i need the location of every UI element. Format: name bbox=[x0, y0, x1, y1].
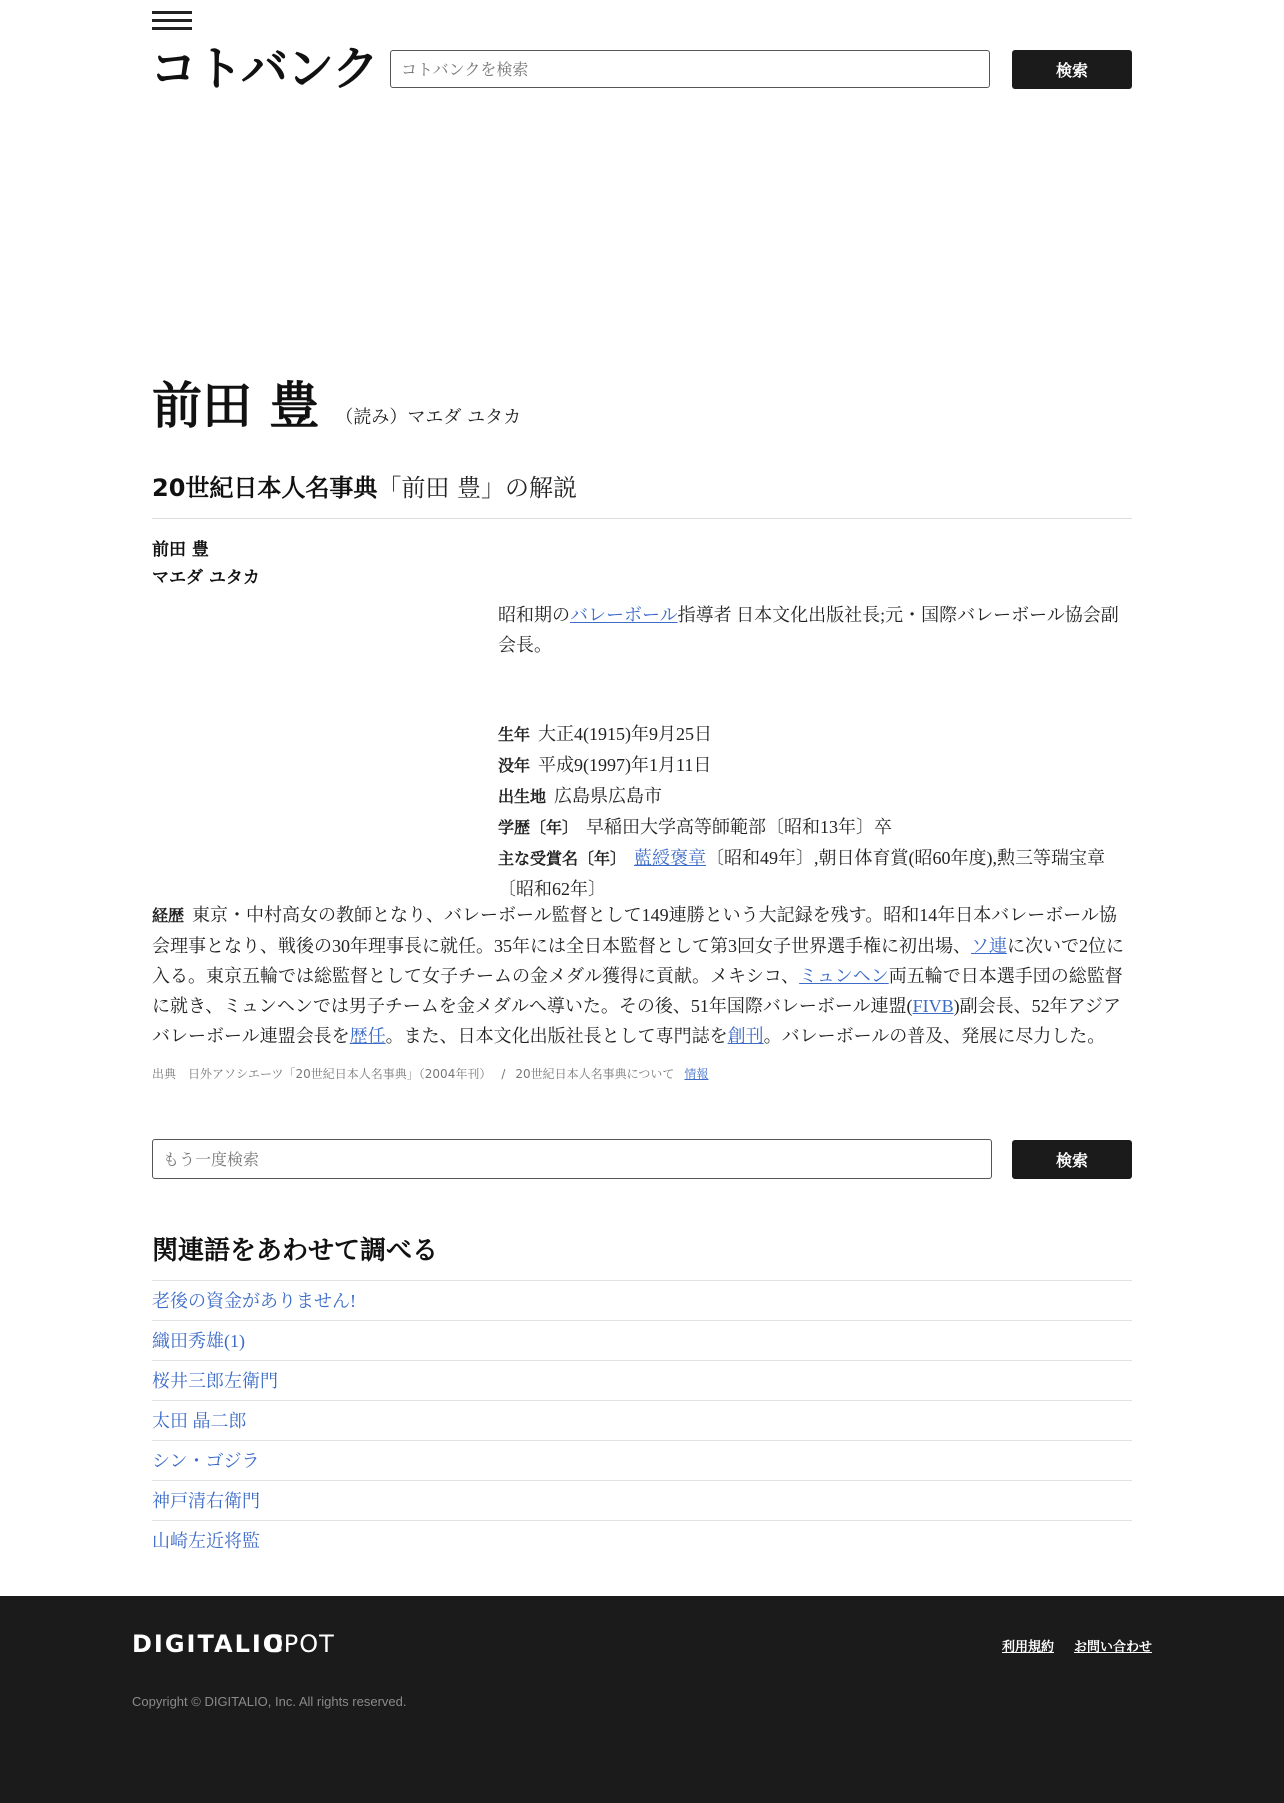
site-logo[interactable]: コトバンク bbox=[150, 42, 379, 97]
person-name: 前田 豊 bbox=[152, 540, 209, 560]
link-soukan[interactable]: 創刊 bbox=[727, 1026, 764, 1046]
dictionary-heading bbox=[152, 468, 1132, 519]
career-text: 。バレーボールの普及、発展に尽力した。 bbox=[763, 1026, 1106, 1046]
related-link[interactable]: 織田秀雄(1) bbox=[152, 1331, 245, 1351]
reading: （読み）マエダ ユタカ bbox=[335, 407, 522, 428]
footer bbox=[0, 1596, 1284, 1803]
related-link[interactable]: 桜井三郎左衛門 bbox=[152, 1371, 278, 1391]
facts bbox=[498, 719, 1132, 904]
search-input[interactable] bbox=[390, 50, 990, 88]
cpot-logo[interactable]: CPOT bbox=[266, 1630, 335, 1658]
link-soviet[interactable]: ソ連 bbox=[971, 936, 1007, 956]
page-title: 前田 豊 bbox=[152, 377, 320, 435]
career bbox=[152, 900, 1132, 1051]
list-item bbox=[152, 1440, 1132, 1480]
link-rekinin[interactable]: 歴任 bbox=[349, 1026, 386, 1046]
fact-value: 広島県広島市 bbox=[554, 786, 663, 806]
fact-label: 没年 bbox=[498, 756, 531, 775]
contact-link[interactable]: お問い合わせ bbox=[1074, 1640, 1153, 1655]
info-link[interactable]: 情報 bbox=[684, 1067, 709, 1081]
list-item bbox=[152, 1520, 1132, 1560]
link-munich[interactable]: ミュンヘン bbox=[799, 966, 889, 986]
list-item bbox=[152, 1280, 1132, 1320]
career-text: 。また、日本文化出版社長として専門誌を bbox=[385, 1026, 728, 1046]
source-about: 20世紀日本人名事典について bbox=[515, 1067, 675, 1081]
person-kana: マエダ ユタカ bbox=[152, 568, 260, 588]
fact-label: 主な受賞名〔年〕 bbox=[498, 849, 627, 868]
related-link[interactable]: 山崎左近将監 bbox=[152, 1531, 260, 1551]
career-text: )副会長、52年アジアバレーボール連盟会長を bbox=[152, 996, 1121, 1046]
terms-link[interactable]: 利用規約 bbox=[1002, 1640, 1055, 1655]
dictionary-suffix: 「前田 豊」の解説 bbox=[377, 474, 578, 502]
summary bbox=[498, 600, 1132, 660]
person-name-block bbox=[152, 536, 260, 592]
related-title: 関連語をあわせて調べる bbox=[152, 1236, 439, 1266]
career-text: 両五輪で日本選手団の総監督に就き、ミュンヘンでは男子チームを金メダルへ導いた。その後、51年国際バレーボール連盟( bbox=[152, 966, 1123, 1016]
menu-icon[interactable] bbox=[152, 11, 192, 31]
fact-birthplace bbox=[498, 781, 1132, 812]
list-item bbox=[152, 1320, 1132, 1360]
search-again-button[interactable]: 検索 bbox=[1012, 1140, 1132, 1179]
list-item bbox=[152, 1480, 1132, 1520]
related-list bbox=[152, 1280, 1132, 1560]
fact-label: 学歴〔年〕 bbox=[498, 818, 579, 837]
related-link[interactable]: 太田 晶二郎 bbox=[152, 1411, 247, 1431]
fact-education bbox=[498, 812, 1132, 843]
fact-death bbox=[498, 750, 1132, 781]
career-text: 東京・中村高女の教師となり、バレーボール監督として149連勝という大記録を残す。昭和14年日本バレーボール協会理事となり、戦後の30年理事長に就任。35年には全日本監督として第3回女子世界選手権に初出場、 bbox=[152, 905, 1117, 956]
summary-text: 昭和期の bbox=[498, 605, 570, 625]
search-again-input[interactable] bbox=[152, 1139, 992, 1179]
source-separator: / bbox=[501, 1067, 506, 1081]
related-link[interactable]: シン・ゴジラ bbox=[152, 1451, 260, 1471]
copyright: Copyright © DIGITALIO, Inc. All rights reserved. bbox=[132, 1694, 407, 1709]
fact-birth bbox=[498, 719, 1132, 750]
link-award[interactable]: 藍綬褒章 bbox=[634, 848, 707, 868]
link-fivb[interactable]: FIVB bbox=[912, 996, 954, 1016]
link-volleyball[interactable]: バレーボール bbox=[570, 605, 678, 625]
fact-awards bbox=[498, 843, 1132, 904]
digitalio-logo[interactable]: DIGITALIO bbox=[132, 1630, 286, 1658]
career-text: に次いで2位に入る。東京五輪では総監督として女子チームの金メダル獲得に貢献。メキシコ、 bbox=[152, 936, 1124, 986]
fact-value: 〔昭和49年〕,朝日体育賞(昭60年度),勲三等瑞宝章〔昭和62年〕 bbox=[498, 848, 1106, 899]
source-line bbox=[152, 1065, 1132, 1082]
fact-value: 大正4(1915)年9月25日 bbox=[538, 724, 713, 744]
entry-title bbox=[152, 366, 521, 438]
source-citation: 出典 日外アソシエーツ「20世紀日本人名事典」（2004年刊） bbox=[152, 1067, 492, 1081]
fact-label: 出生地 bbox=[498, 787, 547, 806]
list-item bbox=[152, 1360, 1132, 1400]
summary-text: 指導者 日本文化出版社長;元・国際バレーボール協会副会長。 bbox=[498, 605, 1119, 655]
dictionary-name: 20世紀日本人名事典 bbox=[152, 474, 378, 502]
career-label: 経歴 bbox=[152, 906, 185, 925]
list-item bbox=[152, 1400, 1132, 1440]
fact-value: 平成9(1997)年1月11日 bbox=[538, 755, 712, 775]
fact-value: 早稲田大学高等師範部〔昭和13年〕卒 bbox=[586, 817, 893, 837]
fact-label: 生年 bbox=[498, 725, 531, 744]
related-link[interactable]: 老後の資金がありません! bbox=[152, 1291, 356, 1311]
related-link[interactable]: 神戸清右衛門 bbox=[152, 1491, 260, 1511]
search-button[interactable]: 検索 bbox=[1012, 50, 1132, 89]
